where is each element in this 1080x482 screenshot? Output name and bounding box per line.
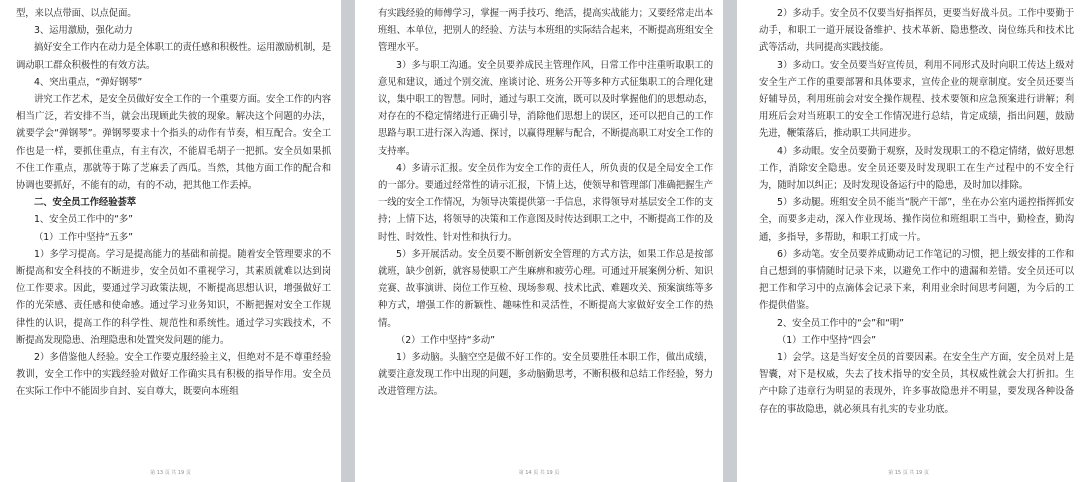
paragraph: 3）多动口。安全员要当好宣传员，利用不同形式及时向职工传达上级对安全生产工作的重要部署和具体要求，宣传企业的规章制度。安全员还要当好辅导员，利用班前会对安全操作规程、技术要领和应急预案进行讲解；利用班后会对当班职工的安全工作情况进行总结，肯定成绩，指出问题，鼓励先进，鞭策落后，推动职工共同进步。 xyxy=(759,59,1074,140)
paragraph: 2）多借鉴他人经验。安全工作要克服经验主义，但绝对不是不尊重经验教训，安全工作中的实践经验对做好工作确实具有积极的指导作用。安全员在实际工作中不能固步自封、妄自尊大，既要向本班组 xyxy=(16,352,331,398)
page-footer: 第 14 页 共 19 页 xyxy=(518,470,560,476)
subheading: 4、突出重点，“弹好钢琴” xyxy=(34,76,143,88)
paragraph: 4）多动眼。安全员要勤于观察，及时发现职工的不稳定情绪，做好思想工作，消除安全隐患。安全员还要及时发现职工在生产过程中的不安全行为，随时加以纠正；及时发现设备运行中的隐患，及时加以排除。 xyxy=(759,145,1074,192)
subheading: （2）工作中坚持“多动” xyxy=(396,334,495,346)
subheading: （1）工作中坚持“五多” xyxy=(34,231,133,243)
document-page-2 xyxy=(355,0,723,482)
page-footer: 第 15 页 共 19 页 xyxy=(888,470,929,476)
paragraph: 1）会学。这是当好安全员的首要因素。在安全生产方面，安全员对上是智囊，对下是权威，失去了技术指导的安全员，其权威性就会大打折扣。生产中除了违章行为明显的表现外，许多事故隐患并不明显，要发现各种设备存在的事故隐患，就必须具有扎实的专业功底。 xyxy=(759,352,1074,415)
page-body xyxy=(378,5,713,401)
paragraph: 5）多开展活动。安全员要不断创新安全管理的方式方法，如果工作总是按部就班，缺少创新，就容易使职工产生麻痹和疲劳心理。可通过开展案例分析、知识竞赛、故事演讲、岗位工作互检、现场参观、技术比武、难题攻关、预案演练等多种方式，增强工作的新颖性、趣味性和灵活性，不断提高大家做好安全工作的热情。 xyxy=(378,248,713,329)
paragraph: 6）多动笔。安全员要养成勤动记工作笔记的习惯，把上级安排的工作和自己想到的事情随时记录下来，以避免工作中的遗漏和差错。安全员还可以把工作和学习中的点滴体会记录下来，利用业余时间思考问题，为今后的工作提供借鉴。 xyxy=(759,248,1074,312)
subheading: 1、安全员工作中的“多” xyxy=(34,214,133,226)
page-footer: 第 13 页 共 19 页 xyxy=(150,470,191,476)
subheading: 2、安全员工作中的“会”和“明” xyxy=(777,317,904,329)
page-body xyxy=(16,5,331,401)
section-heading: 二、安全员工作经验荟萃 xyxy=(34,197,137,209)
paragraph: 搞好安全工作内在动力是全体职工的责任感和积极性。运用激励机制，是调动职工群众积极性的有效方法。 xyxy=(16,42,331,71)
paragraph: 讲究工作艺术，是安全员做好安全工作的一个重要方面。安全工作的内容相当广泛，若安排不当，就会出现顾此失彼的现象。解决这个问题的办法，就要学会“弹钢琴”。弹钢琴要求十个指头的动作有节奏，相互配合。安全工作也是一样，要抓住重点，有主有次，不能眉毛胡子一把抓。安全员如果抓不住工作重点，那就等于陈了芝麻丢了西瓜。当然，其他方面工作的配合和协调也要抓好，不能有的动，有的不动，把其他工作丢掉。 xyxy=(16,94,331,192)
document-page-3 xyxy=(737,0,1080,482)
paragraph: 5）多动腿。班组安全员不能当“脱产干部”，坐在办公室内遥控指挥抓安全，而要多走动，深入作业现场、操作岗位和班组职工当中，勤检查，勤沟通，多指导，多帮助，和职工打成一片。 xyxy=(759,197,1074,243)
page-body xyxy=(759,5,1074,418)
paragraph: 1）多学习提高。学习是提高能力的基础和前提。随着安全管理要求的不断提高和安全科技的不断进步，安全员如不重视学习，其素质就难以达到岗位工作要求。因此，要通过学习政策法规，不断提高思想认识，增强做好工作的光荣感、责任感和使命感。通过学习业务知识，不断把握对安全工作规律性的认识，提高工作的科学性、规范性和系统性。通过学习实践技术，不断提高发现隐患、治理隐患和处置突发问题的能力。 xyxy=(16,248,331,346)
paragraph: 2）多动手。安全员不仅要当好指挥员，更要当好战斗员。工作中要勤于动手，和职工一道开展设备维护、技术革新、隐患整改、岗位练兵和技术比武等活动，共同提高实践技能。 xyxy=(759,8,1074,54)
paragraph: 3）多与职工沟通。安全员要养成民主管理作风，日常工作中注重听取职工的意见和建议，通过个别交流、座谈讨论、班务公开等多种方式征集职工的合理化建议，集中职工的智慧。同时，通过与职工交流，既可以及时掌握他们的思想动态，对存在的不稳定情绪进行正确引导，消除他们思想上的误区，还可以把自己的工作思路与职工进行深入沟通、探讨，以赢得理解与配合，不断提高职工对安全工作的支持率。 xyxy=(378,59,713,157)
page-gap xyxy=(341,0,355,482)
page-gap xyxy=(723,0,737,482)
subheading: 3、运用激励，强化动力 xyxy=(34,25,133,37)
paragraph: 1）多动脑。头脑空空是做不好工作的。安全员要胜任本职工作，做出成绩，就要注意发现工作中出现的问题，多动脑勤思考，不断积极和总结工作经验，努力改进管理方法。 xyxy=(378,352,713,398)
document-page-1 xyxy=(0,0,341,482)
paragraph: 有实践经验的师傅学习，掌握一两手技巧、绝活，提高实战能力；又要经常走出本班组、本单位，把别人的经验、方法与本班组的实际结合起来，不断提高班组安全管理水平。 xyxy=(378,8,713,54)
paragraph: 4）多请示汇报。安全员作为安全工作的责任人，所负责的仅是全局安全工作的一部分。要通过经常性的请示汇报，下情上达，使领导和管理部门准确把握生产一线的安全工作情况，为领导决策提供第一手信息，求得领导对基层安全工作的支持；上情下达，将领导的决策和工作意图及时传达到职工之中，不断提高工作的及时性、时效性、针对性和执行力。 xyxy=(378,162,713,243)
paragraph: 型，来以点带面、以点促面。 xyxy=(16,8,137,19)
subheading: （1）工作中坚持“四会” xyxy=(777,334,876,346)
